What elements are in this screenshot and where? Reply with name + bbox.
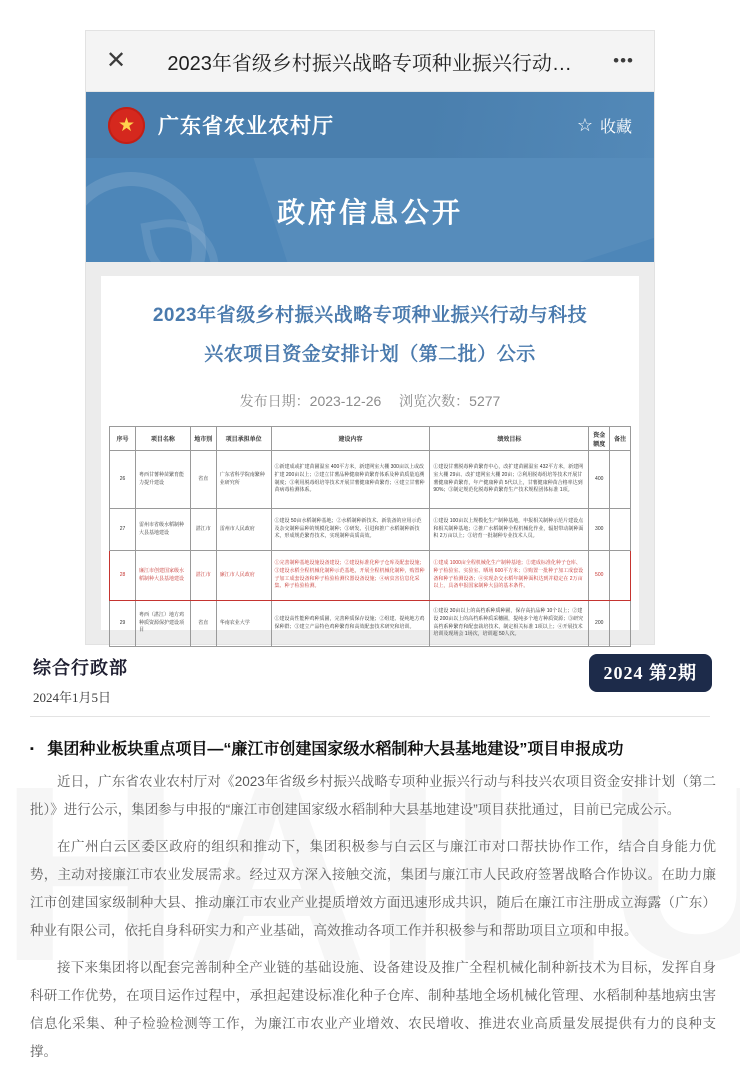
cell-amount: 500 [589, 551, 610, 601]
cell-unit: 廉江市人民政府 [216, 551, 271, 601]
cell-city: 湛江市 [190, 509, 216, 551]
cell-target: ①建设甘薯脱毒种苗繁育中心，改扩建苗圃温室 432平方米，新建网室大棚 29亩、改扩建网室大棚 20亩；②利用脱毒组培等技术开展甘薯健康种苗繁育，年产健康种苗 5代以上，甘薯健康种苗合格率达到 90%；③制定规范化脱毒种苗繁育生产技术规程团体标准 1项。 [430, 451, 589, 509]
article-paragraph: 在广州白云区委区政府的组织和推动下，集团积极参与白云区与廉江市对口帮扶协作工作，结合自身能力优势，主动对接廉江市农业发展需求。经过双方深入接触交流，集团与廉江市人民政府签署战略合作协议。在助力廉江市创建国家级制种大县、推动廉江市农业产业提质增效方面迅速形成共识，随后在廉江市注册成立海露（广东）种业有限公司，依托自身科研实力和产业基础，高效推动各项工作并积极参与和帮助项目立项和申报。 [30, 839, 716, 938]
cell-target: ①建成 1000亩全程机械化生产制种基地；②建成标准化种子仓库、种子检验室、实验室、晒场 600平方米；③购置一批种子加工成套设备和种子检测设备；④实现杂交水稻年制种面积达到并稳定在 2万亩以上，具备申报国家制种大县的基本条件。 [430, 551, 589, 601]
cell-note [610, 509, 631, 551]
cell-target: ①建设 30亩以上的高档系种质种圃，保存高抗品种 10个以上；②建设 200亩以上的高档系种质采穗圃，提纯多个地方种质资源；③研究高档系种繁育和配套栽培技术，制定相关标准 1项以上；④开展技术培训及现场会 1场次，培训超 50人次。 [430, 601, 589, 647]
issue-row [33, 654, 712, 706]
viewer-page-title: 2023年省级乡村振兴战略专项种业振兴行动… [167, 52, 572, 75]
cell-name: 廉江市创建国家级水稻制种大县基地建设 [136, 551, 191, 601]
section-divider [30, 716, 710, 717]
cell-unit: 雷州市人民政府 [216, 509, 271, 551]
cell-name: 雷州市省级水稻制种大县基地建设 [136, 509, 191, 551]
viewer-toolbar [86, 31, 654, 92]
cell-note [610, 601, 631, 647]
cell-no: 28 [110, 551, 136, 601]
cell-note [610, 551, 631, 601]
gov-content-area [86, 262, 654, 644]
col-header: 项目名称 [136, 427, 191, 451]
cell-target: ①建设 100亩以上规模化生产制种基地，申报相关制种示范片建设点和相关制种基地；②推广水稻制种全程机械化作业，辐射带动制种面积 2万亩以上；③培育一批制种专业技术人员。 [430, 509, 589, 551]
article-paragraph: 近日，广东省农业农村厅对《2023年省级乡村振兴战略专项种业振兴行动与科技兴农项目资金安排计划（第二批）》进行公示，集团参与申报的“廉江市创建国家级水稻制种大县基地建设”项目获批通过，目前已完成公示。 [30, 774, 716, 817]
info-disclosure-banner [86, 158, 654, 262]
cell-name: 粤西甘薯种苗繁育能力提升建设 [136, 451, 191, 509]
close-icon[interactable]: ✕ [106, 47, 127, 74]
col-header: 资金额度 [589, 427, 610, 451]
cell-amount: 400 [589, 451, 610, 509]
square-bullet-icon: ▪ [30, 743, 34, 755]
favorite-label: 收藏 [599, 118, 632, 136]
publish-date: 发布日期：2023-12-26 [239, 393, 382, 409]
table-row [110, 601, 631, 647]
cell-no: 29 [110, 601, 136, 647]
gov-webpage-screenshot [85, 30, 655, 645]
col-header: 绩效目标 [430, 427, 589, 451]
cell-city: 湛江市 [190, 551, 216, 601]
cell-no: 26 [110, 451, 136, 509]
cell-note [610, 451, 631, 509]
cell-unit: 广东省科学院南繁种业研究所 [216, 451, 271, 509]
table-row [110, 509, 631, 551]
article-paragraph: 接下来集团将以配套完善制种全产业链的基础设施、设备建设及推广全程机械化制种新技术为目标，发挥自身科研工作优势，在项目运作过程中，承担起建设标准化种子仓库、制种基地全场机械化管理、水稻制种基地病虫害信息化采集、种子检验检测等工作，为廉江市农业产业增效、农民增收、推进农业高质量发展提供有力的良种支撑。 [30, 960, 716, 1059]
col-header: 地市别 [190, 427, 216, 451]
table-header-row [110, 427, 631, 451]
issue-badge: 2024 第2期 [589, 654, 713, 692]
favorite-button[interactable] [577, 114, 632, 137]
cell-amount: 200 [589, 601, 610, 647]
headline-text: 集团种业板块重点项目—“廉江市创建国家级水稻制种大县基地建设”项目申报成功 [47, 741, 624, 758]
announcement-title-line1: 2023年省级乡村振兴战略专项种业振兴行动与科技 [152, 305, 588, 326]
cell-content: ①建设 50亩水稻制种基地；②水稻制种新技术、新装备的应用示范及杂交制种品种的规模化制种；③研发、引进和推广水稻制种新技术，形成规范繁育技术，实现制种高质高效。 [271, 509, 430, 551]
view-count: 浏览次数：5277 [399, 393, 501, 409]
cell-content: ①完善制种基地设施设备建设；②建设标准化种子仓库及配套设施；③建设水稻全程机械化制种示范基地，开展全程机械化制种，购置种子加工成套设备和种子检验检测仪器设备设施；④病虫害信息化采集、种子检验检测。 [271, 551, 430, 601]
banner-title: 政府信息公开 [276, 197, 463, 228]
announcement-card [101, 276, 639, 638]
department-block [33, 654, 128, 706]
agency-name: 广东省农业农村厅 [158, 115, 334, 138]
announcement-title-line2: 兴农项目资金安排计划（第二批）公示 [204, 344, 536, 365]
issue-date: 2024年1月5日 [33, 690, 112, 705]
article-headline [30, 736, 722, 759]
funding-plan-table [109, 426, 631, 647]
star-icon: ☆ [576, 114, 593, 135]
more-menu-icon[interactable]: ••• [613, 51, 634, 70]
table-row-highlighted [110, 551, 631, 601]
cell-city: 省直 [190, 451, 216, 509]
table-row [110, 451, 631, 509]
national-emblem-icon [108, 107, 145, 144]
col-header: 序号 [110, 427, 136, 451]
cell-no: 27 [110, 509, 136, 551]
cell-amount: 300 [589, 509, 610, 551]
cell-content: ①建设高性能种鸡种质圃，完善种质保存设施；②组建、提纯地方鸡保种群；③建立产品特色鸡种繁育和高效配套技术研究和培训。 [271, 601, 430, 647]
col-header: 备注 [610, 427, 631, 451]
gov-site-header [86, 92, 654, 158]
cell-unit: 华南农业大学 [216, 601, 271, 647]
col-header: 建设内容 [271, 427, 430, 451]
cell-content: ①新建成或扩建苗圃温室 400平方米，新建网室大棚 300亩以上或改扩建 200亩以上；②建立甘薯品种健康种苗繁育体系及种苗质量追溯制度；③利用脱毒组培等技术开展甘薯健康种苗繁育；④建立甘薯种苗病毒检测体系。 [271, 451, 430, 509]
cell-city: 省直 [190, 601, 216, 647]
col-header: 项目承担单位 [216, 427, 271, 451]
article-body [30, 768, 716, 1075]
announcement-title [109, 296, 631, 374]
announcement-meta [109, 391, 631, 411]
department-name: 综合行政部 [33, 658, 128, 678]
cell-name: 粤西（湛江）地方鸡种质资源保护建设项目 [136, 601, 191, 647]
emblem-star-icon: ★ [117, 114, 136, 136]
